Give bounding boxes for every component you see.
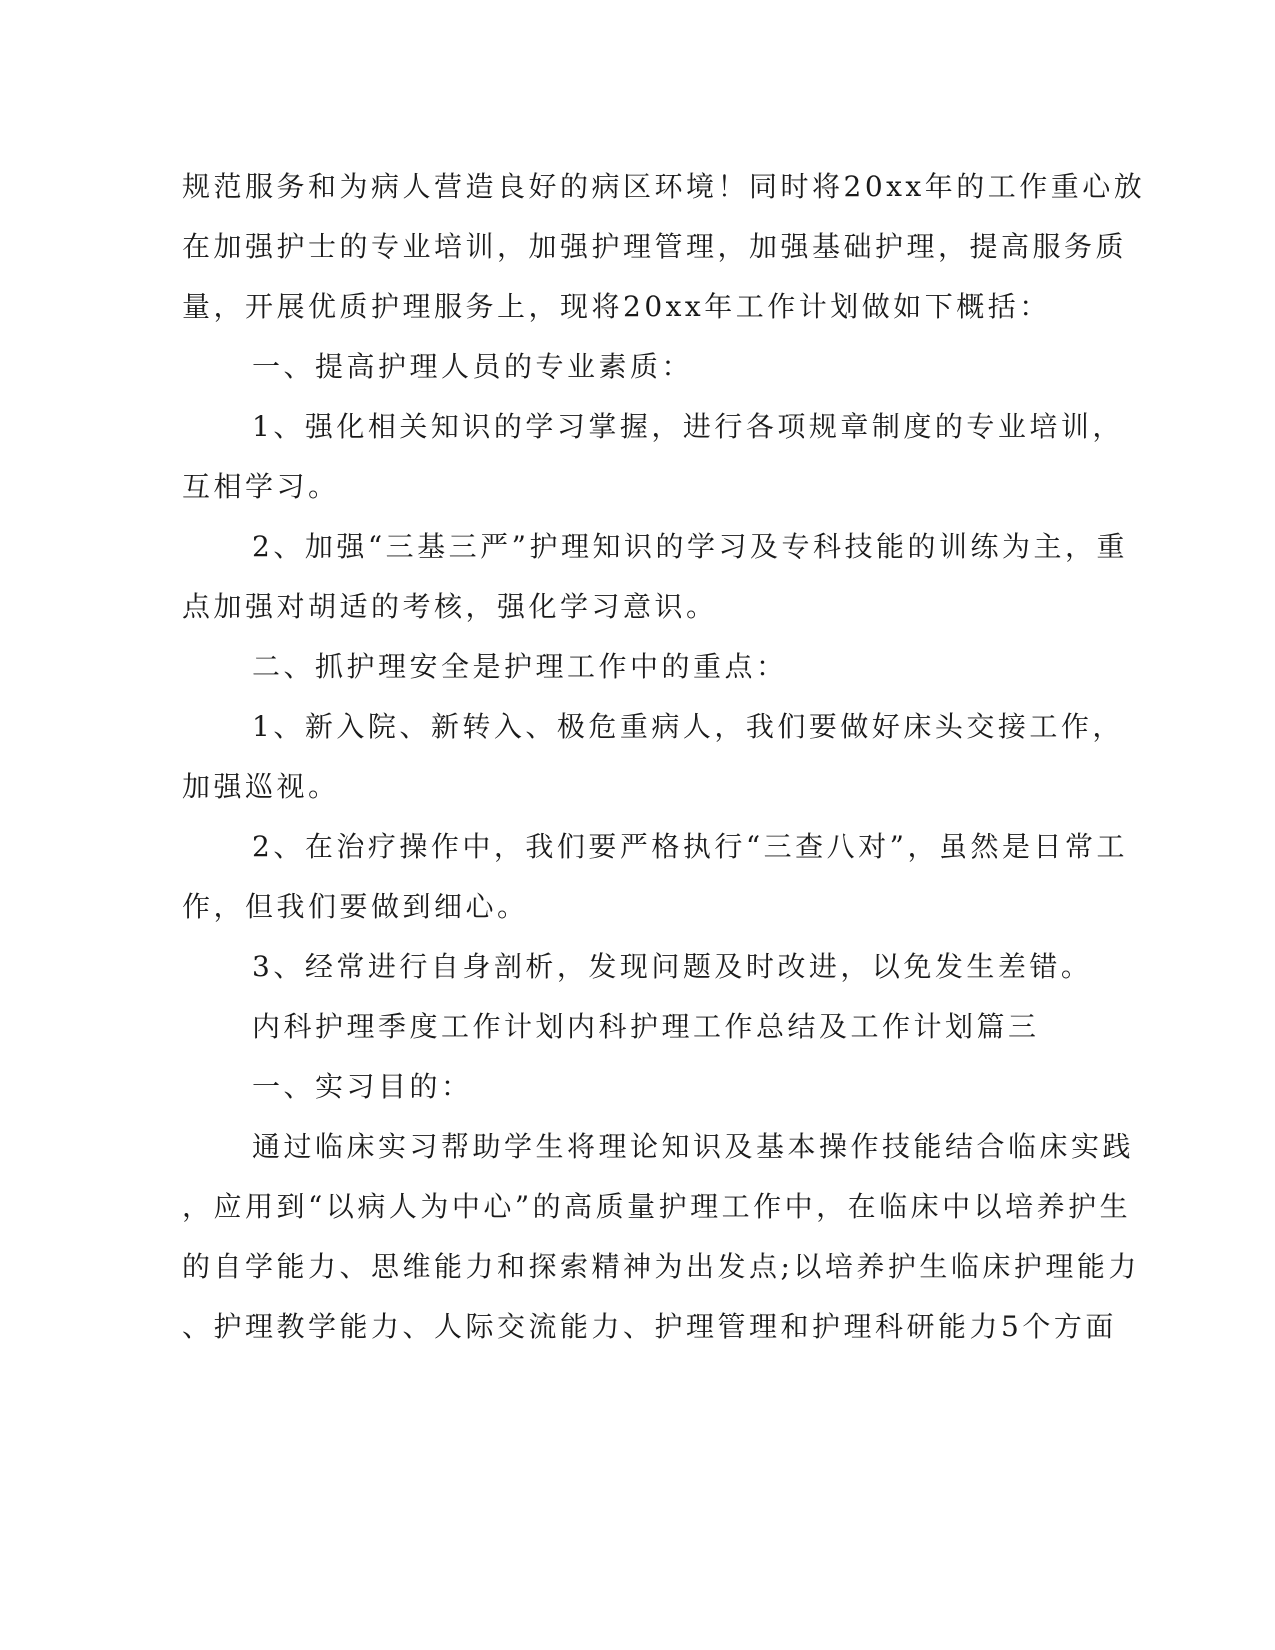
document-body <box>182 157 1146 1357</box>
section-heading: 一、实习目的： <box>252 1070 473 1103</box>
section-heading: 一、提高护理人员的专业素质： <box>252 350 694 383</box>
text-line: 通过临床实习帮助学生将理论知识及基本操作技能结合临床实践 <box>252 1130 1135 1163</box>
text-line: 点加强对胡适的考核，强化学习意识。 <box>182 590 718 623</box>
text-line: 1、强化相关知识的学习掌握，进行各项规章制度的专业培训， <box>252 410 1124 443</box>
text-line: 、护理教学能力、人际交流能力、护理管理和护理科研能力5个方面 <box>182 1310 1117 1343</box>
text-line: 规范服务和为病人营造良好的病区环境！同时将20xx年的工作重心放 <box>182 170 1146 203</box>
text-line: 在加强护士的专业培训，加强护理管理，加强基础护理，提高服务质 <box>182 230 1128 263</box>
section-heading: 二、抓护理安全是护理工作中的重点： <box>252 650 788 683</box>
text-line: 的自学能力、思维能力和探索精神为出发点;以培养护生临床护理能力 <box>182 1250 1140 1283</box>
text-line: 互相学习。 <box>182 470 340 503</box>
text-line: 加强巡视。 <box>182 770 340 803</box>
text-line: 作，但我们要做到细心。 <box>182 890 529 923</box>
text-line: 2、加强“三基三严”护理知识的学习及专科技能的训练为主，重 <box>252 530 1128 563</box>
text-line: 量，开展优质护理服务上，现将20xx年工作计划做如下概括： <box>182 290 1051 323</box>
text-line: ，应用到“以病人为中心”的高质量护理工作中，在临床中以培养护生 <box>182 1190 1132 1223</box>
text-line: 2、在治疗操作中，我们要严格执行“三查八对”，虽然是日常工 <box>252 830 1128 863</box>
document-title-line: 内科护理季度工作计划内科护理工作总结及工作计划篇三 <box>252 1010 1040 1043</box>
text-line: 1、新入院、新转入、极危重病人，我们要做好床头交接工作， <box>252 710 1124 743</box>
text-line: 3、经常进行自身剖析，发现问题及时改进，以免发生差错。 <box>252 950 1093 983</box>
